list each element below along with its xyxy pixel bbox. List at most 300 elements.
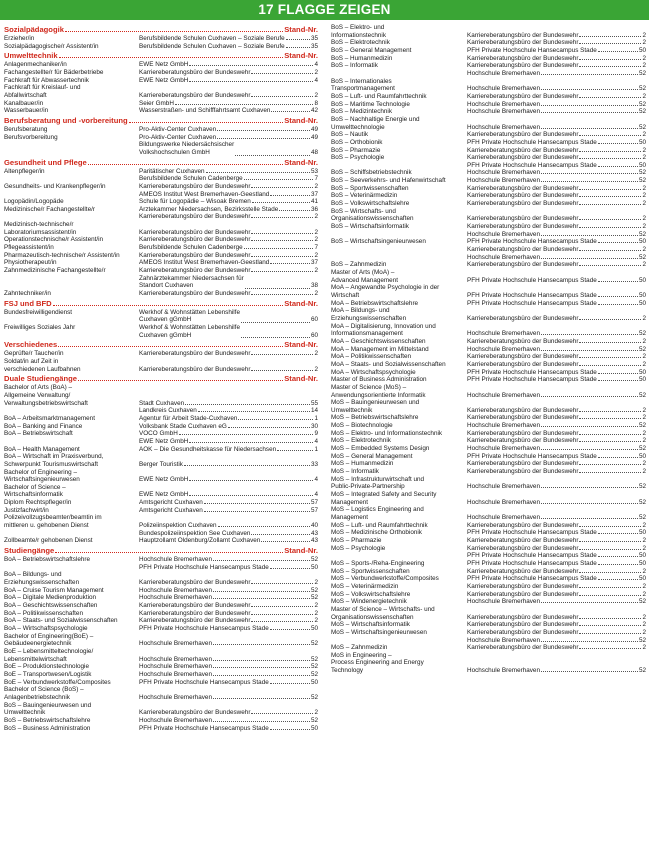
course-title: BoE – Transportwesen/Logistik [4,670,92,678]
list-item [4,717,318,725]
dot-leader [206,172,310,173]
course-title: BoA – Politikwissenschaften [4,609,83,617]
section-label: Sozialpädagogik [4,25,64,34]
course-title: Erzieher/in [4,35,35,42]
stand-number: 52 [638,123,646,131]
course-title: BoS – Wirtschaftsinformatik [331,223,409,231]
stand-number: 2 [642,146,646,154]
provider-name: Hochschule Bremerhaven [467,169,540,177]
dot-leader [286,39,310,40]
provider-line [139,679,318,687]
course-title: BoS – Business Administration [4,724,91,732]
provider-line [139,514,318,522]
provider-name: Karriereberatungsbüro der Bundeswehr [467,414,579,422]
stand-number: 52 [310,716,318,724]
list-item [331,414,646,422]
provider-list [139,126,318,134]
provider-name: PFH Private Hochschule Hansecampus Stade [467,299,597,307]
dot-leader [579,618,641,619]
provider-line [139,366,318,374]
provider-list [139,430,318,445]
provider-list [467,422,646,430]
provider-name: Pro-Aktiv-Center Cuxhaven [139,133,217,141]
provider-line [139,446,318,454]
dot-leader [213,560,310,561]
provider-line [139,198,318,206]
provider-name: Pro-Aktiv-Center Cuxhaven [139,125,217,133]
provider-name: Volksbank Stade Cuxhaven eG [139,422,227,430]
provider-list [467,223,646,238]
course-title: BoA – Health Management [4,445,80,453]
stand-number: 52 [638,498,646,506]
dot-leader [251,73,313,74]
provider-list [139,61,318,69]
list-item [4,415,318,423]
provider-list [467,307,646,322]
list-item [4,183,318,198]
course-title: Geprüfte/r Taucher/in [4,350,64,358]
list-item [4,514,318,537]
provider-name: EWE Netz GmbH [139,76,189,84]
course-title: MoS – Integrated Safety and Security Management [331,491,437,506]
list-item [331,185,646,193]
list-item [331,460,646,468]
provider-list [467,384,646,399]
provider-list [467,606,646,621]
stand-number: 2 [642,544,646,552]
course-title: MoS – Betriebswirtschaftslehre [331,414,419,422]
provider-list [139,324,318,339]
provider-line [467,369,646,377]
provider-line [467,568,646,576]
provider-name: Karriereberatungsbüro der Bundeswehr [467,360,579,368]
stand-number: 2 [642,360,646,368]
list-item [4,350,318,358]
list-item [331,39,646,47]
stand-number: 2 [642,261,646,269]
stand-number: 52 [638,667,646,675]
provider-name: Karriereberatungsbüro der Bundeswehr [467,215,579,223]
course-title: BoA – Wirtschaftspsychologie [4,624,88,632]
provider-line [467,131,646,139]
course-title: MoA – Digitalisierung, Innovation und Informationsmanagement [331,322,436,338]
list-item [331,376,646,384]
stand-number: 55 [310,399,318,407]
stand-number: 50 [638,276,646,284]
dot-leader [579,418,641,419]
provider-line [467,407,646,415]
provider-line [467,346,646,354]
dot-leader [65,31,283,32]
provider-line [467,414,646,422]
dot-leader [541,503,638,504]
stand-number: 40 [310,522,318,530]
provider-line [139,244,318,252]
stand-number: 1 [314,445,318,453]
provider-name: Karriereberatungsbüro der Bundeswehr [467,521,579,529]
stand-number: 14 [310,407,318,415]
provider-list [139,717,318,725]
course-title: BoS – Elektro- und Informationstechnik [331,24,387,39]
list-item [4,252,318,260]
provider-list [139,702,318,717]
stand-number: 57 [310,499,318,507]
stand-number: 2 [642,621,646,629]
stand-nr-label: Stand-Nr. [284,25,318,34]
provider-name: Karriereberatungsbüro der Bundeswehr [467,613,579,621]
stand-number: 2 [314,365,318,373]
stand-number: 49 [310,125,318,133]
course-title: BoS – Schiffsbetriebstechnik [331,169,412,177]
provider-name: Karriereberatungsbüro der Bundeswehr [467,314,579,322]
provider-name: Karriereberatungsbüro der Bundeswehr [139,236,251,244]
provider-line [467,353,646,361]
list-item [4,686,318,701]
provider-list [139,69,318,77]
list-item [4,469,318,484]
provider-name: Karriereberatungsbüro der Bundeswehr [139,213,251,221]
provider-list [467,468,646,476]
provider-name: Hochschule Bremerhaven [467,422,540,430]
stand-number: 50 [310,724,318,732]
stand-number: 50 [310,678,318,686]
provider-list [467,208,646,223]
provider-name: Hochschule Bremerhaven [467,253,540,261]
course-title: Master of Science – Wirtschafts- und Organisationswissenschaften [331,605,435,621]
provider-line [139,633,318,641]
provider-name: PFH Private Hochschule Hansecampus Stade [467,138,597,146]
list-item [4,259,318,267]
provider-line [467,529,646,537]
dot-leader [579,319,641,320]
provider-line [467,591,646,599]
provider-name: Karriereberatungsbüro der Bundeswehr [467,246,579,254]
course-title: MoS – Pharmazie [331,536,382,544]
provider-line [139,602,318,610]
list-item [4,69,318,77]
course-title: BoS – Elektrotechnik [331,39,390,47]
provider-list [467,238,646,261]
provider-list [467,131,646,139]
dot-leader [541,396,638,397]
course-title: Bundesfreiwilligendienst [4,308,73,316]
provider-name: Agentur für Arbeit Stade-Cuxhaven [139,414,238,422]
provider-line [467,514,646,522]
provider-name: PFH Private Hochschule Hansecampus Stade [139,724,269,732]
course-title: Logopädin/Logopäde [4,198,64,206]
provider-line [139,453,318,461]
dot-leader [88,164,284,165]
dot-leader [541,173,638,174]
provider-list [467,629,646,644]
list-item [331,238,646,261]
stand-number: 49 [310,133,318,141]
provider-list [467,39,646,47]
provider-name: Schule für Logopädie – Wisoak Bremen [139,198,251,206]
list-item [4,453,318,468]
section-heading [4,51,318,60]
provider-name: PFH Private Hochschule Hansecampus Stade [467,238,597,246]
provider-line [139,579,318,587]
dot-leader [213,591,310,592]
provider-name: Hochschule Bremerhaven [467,483,540,491]
provider-name: Karriereberatungsbüro der Bundeswehr [467,460,579,468]
list-item [331,583,646,591]
stand-number: 50 [638,138,646,146]
provider-line [139,206,318,214]
stand-number: 8 [314,99,318,107]
provider-name: Karriereberatungsbüro der Bundeswehr [139,609,251,617]
provider-name: Hochschule Bremerhaven [467,108,540,116]
course-title: Medizinische/r Fachangestellte/r [4,205,95,213]
list-item [331,629,646,644]
dot-leader [213,721,310,722]
stand-number: 52 [638,391,646,399]
dot-leader [579,595,641,596]
provider-name: PFH Private Hochschule Hansecampus Stade [467,376,597,384]
list-item [331,261,646,269]
list-item [331,545,646,560]
dot-leader [251,271,313,272]
provider-name: Karriereberatungsbüro der Bundeswehr [467,146,579,154]
dot-leader [129,122,284,123]
provider-line [139,423,318,431]
provider-line [467,330,646,338]
list-item [4,679,318,687]
dot-leader [579,265,641,266]
provider-line [467,254,646,262]
provider-name: Karriereberatungsbüro der Bundeswehr [467,131,579,139]
dot-leader [541,74,638,75]
provider-line [467,70,646,78]
list-item [4,671,318,679]
list-item [331,361,646,369]
dot-leader [598,242,638,243]
dot-leader [217,130,310,131]
dot-leader [184,465,310,466]
provider-list [467,652,646,675]
list-item [331,62,646,77]
stand-number: 50 [638,46,646,54]
dot-leader [541,449,638,450]
list-item [4,423,318,431]
provider-list [139,350,318,358]
stand-number: 2 [642,414,646,422]
provider-line [467,116,646,124]
list-item [331,621,646,629]
dot-leader [217,138,310,139]
provider-line [467,208,646,216]
dot-leader [579,526,641,527]
provider-name: Karriereberatungsbüro der Bundeswehr [467,192,579,200]
list-item [4,43,318,51]
provider-list [467,62,646,77]
provider-line [467,652,646,660]
provider-list [467,460,646,468]
list-item [331,139,646,147]
stand-number: 2 [642,521,646,529]
list-item [331,223,646,238]
provider-line [467,552,646,560]
stand-number: 2 [642,613,646,621]
provider-list [139,514,318,537]
list-item [4,602,318,610]
dot-leader [213,698,310,699]
provider-list [467,101,646,109]
provider-list [139,415,318,423]
section-heading [4,546,318,555]
provider-line [139,61,318,69]
provider-name: Bildungswerke Niedersächsischer Volkshochschulen GmbH [139,141,235,156]
stand-number: 2 [642,215,646,223]
dot-leader [189,65,313,66]
course-title: BoA – Wirtschaft im Praxisverbund, Schwerpunkt Tourismuswirtschaft [4,453,104,468]
list-item [4,77,318,85]
provider-line [467,468,646,476]
dot-leader [579,36,641,37]
dot-leader [251,534,309,535]
provider-list [139,244,318,252]
dot-leader [241,322,310,323]
dot-leader [541,258,638,259]
list-item [4,610,318,618]
dot-leader [261,541,310,542]
dot-leader [579,219,641,220]
provider-list [139,633,318,648]
provider-list [139,134,318,157]
dot-leader [541,426,638,427]
provider-line [467,491,646,499]
provider-list [467,644,646,652]
provider-line [139,717,318,725]
stand-number: 57 [310,506,318,514]
dot-leader [251,614,313,615]
dot-leader [579,464,641,465]
provider-line [139,725,318,733]
provider-line [467,62,646,70]
dot-leader [213,598,310,599]
course-title: Zollbeamte/r gehobenen Dienst [4,537,93,545]
provider-list [139,384,318,415]
list-item [331,101,646,109]
list-item [331,560,646,568]
stand-number: 2 [314,68,318,76]
provider-name: Karriereberatungsbüro der Bundeswehr [467,567,579,575]
stand-number: 52 [638,345,646,353]
provider-line [467,24,646,32]
course-title: Zahntechniker/in [4,290,51,298]
dot-leader [270,195,310,196]
provider-list [467,139,646,147]
stand-number: 52 [310,586,318,594]
provider-list [139,594,318,602]
stand-nr-label: Stand-Nr. [284,51,318,61]
list-item [331,575,646,583]
provider-name: Karriereberatungsbüro der Bundeswehr [467,429,579,437]
dot-leader [579,633,641,634]
course-title: BoS – Psychologie [331,154,385,162]
provider-line [467,93,646,101]
list-item [4,587,318,595]
list-item [331,506,646,521]
provider-line [139,640,318,648]
provider-list [467,24,646,39]
list-item [331,606,646,621]
list-item [4,100,318,108]
course-title: Operationstechnische/r Assistent/in [4,236,104,244]
provider-line [139,259,318,267]
dot-leader [598,166,638,167]
provider-line [139,556,318,564]
provider-name: Bundespolizeiinspektion See Cuxhaven [139,529,251,537]
stand-number: 60 [310,316,318,324]
stand-number: 50 [638,575,646,583]
list-item [331,437,646,445]
provider-name: Karriereberatungsbüro der Bundeswehr [467,582,579,590]
provider-list [139,252,318,260]
stand-number: 2 [642,39,646,47]
dot-leader [598,579,638,580]
dot-leader [579,472,641,473]
provider-line [467,307,646,315]
provider-name: Hochschule Bremerhaven [467,100,540,108]
provider-list [139,168,318,183]
provider-name: EWE Netz GmbH [139,437,189,445]
provider-line [139,686,318,694]
stand-number: 50 [638,529,646,537]
provider-line [467,522,646,530]
course-title: Bachelor of Arts (BoA) – Allgemeine Verwaltung/ Verwaltungsbetriebswirtschaft [4,384,88,407]
page-title: 17 FLAGGE ZEIGEN [258,2,391,17]
list-item [331,24,646,39]
provider-line [139,324,318,339]
provider-list [467,621,646,629]
provider-name: Amtsgericht Cuxhaven [139,499,203,507]
provider-name: EWE Netz GmbH [139,491,189,499]
provider-name: Karriereberatungsbüro der Bundeswehr [139,709,251,717]
provider-list [467,323,646,338]
dot-leader [598,380,638,381]
stand-number: 52 [310,693,318,701]
stand-number: 52 [310,663,318,671]
provider-name: Hochschule Bremerhaven [467,514,540,521]
dot-leader [598,143,638,144]
dot-leader [598,281,638,282]
provider-line [467,300,646,308]
provider-name: PFH Private Hochschule Hansecampus Stade [467,559,597,567]
provider-line [467,384,646,392]
provider-list [467,591,646,599]
provider-line [139,92,318,100]
provider-list [467,116,646,131]
provider-name: Berufsbildende Schulen Cuxhaven – Soziale Berufe [139,42,285,50]
page-title-banner [0,0,649,20]
provider-name: PFH Private Hochschule Hansecampus Stade [467,575,597,583]
stand-number: 43 [310,537,318,545]
dot-leader [579,250,641,251]
dot-leader [579,365,641,366]
dot-leader [579,549,641,550]
dot-leader [189,480,313,481]
provider-line [467,606,646,614]
section-label: Berufsberatung und -vorbereitung [4,115,128,125]
dot-leader [579,189,641,190]
provider-line [467,139,646,147]
provider-name: PFH Private Hochschule Hansecampus Stade [139,678,269,686]
course-title: MoS – Embedded Systems Design [331,445,430,453]
provider-list [139,537,318,545]
provider-line [139,663,318,671]
